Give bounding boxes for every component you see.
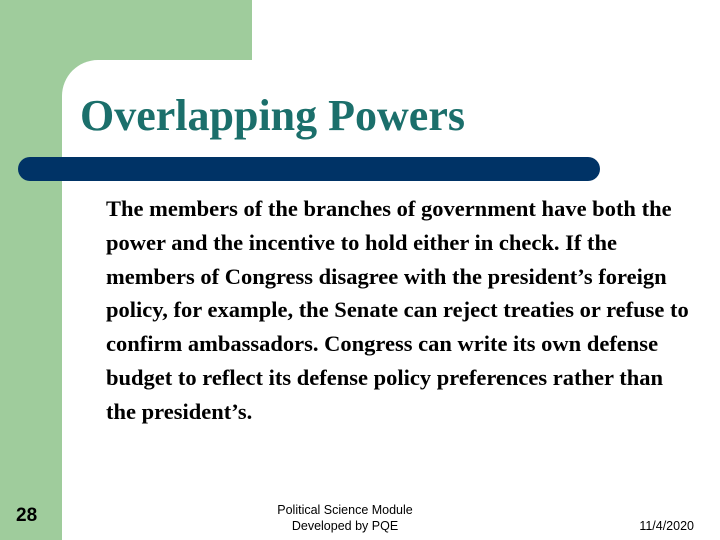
slide-title: Overlapping Powers	[80, 91, 465, 140]
slide-body-text: The members of the branches of government have both the power and the incentive to hold either in check. If the members of Congress disagree with the president’s foreign policy, for example, the Senate can reject treaties or refuse to confirm ambassadors. Congress can write its own defense budget to reflect its defense policy preferences rather than the president’s.	[106, 196, 689, 424]
title-underline-bar	[18, 157, 600, 181]
footer-line-1: Political Science Module	[277, 503, 413, 517]
footer-line-2: Developed by PQE	[291, 519, 399, 533]
slide-number: 28	[16, 505, 38, 526]
slide-footer	[250, 502, 440, 534]
slide-date: 11/4/2020	[639, 519, 694, 533]
